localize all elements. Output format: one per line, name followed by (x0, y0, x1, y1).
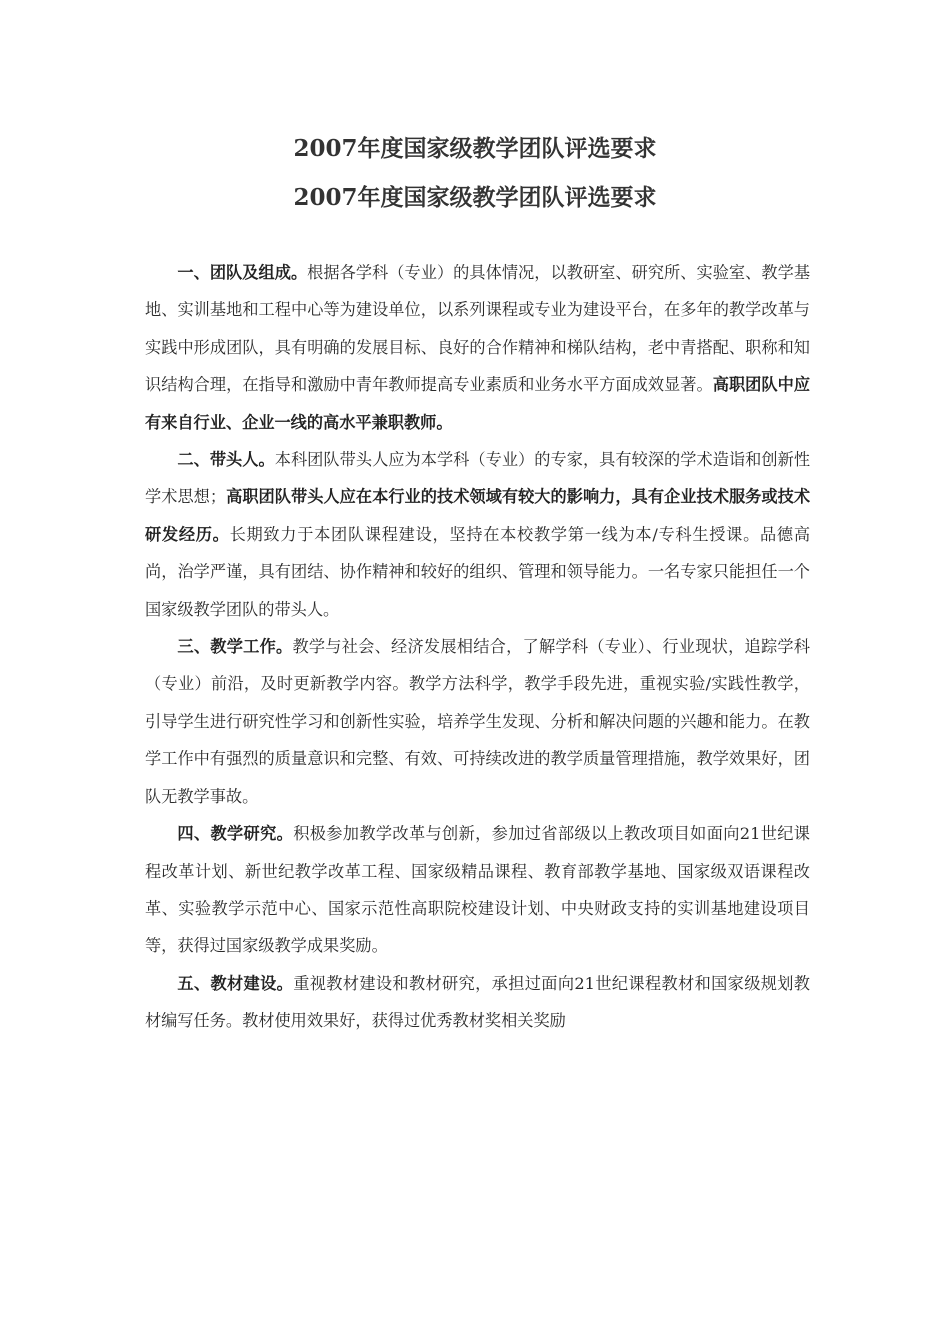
section-heading: 三、教学工作。 (177, 637, 293, 657)
section-team-leader (145, 441, 810, 628)
section-text: 重视教材建设和教材研究，承担过面向21世纪课程教材和国家级规划教材编写任务。教材使用效果好，获得过优秀教材奖相关奖励 (145, 973, 810, 1031)
document-body (145, 254, 810, 1040)
section-teaching-research (145, 815, 810, 965)
section-textbook-construction (145, 965, 810, 1040)
section-emphasis: 高职团队带头人应在本行业的技术领域有较大的影响力，具有企业技术服务或技术研发经历。 (145, 487, 811, 544)
section-text-continued: 长期致力于本团队课程建设，坚持在本校教学第一线为本/专科生授课。品德高尚，治学严谨，具有团结、协作精神和较好的组织、管理和领导能力。一名专家只能担任一个国家级教学团队的带头人。 (145, 524, 811, 619)
section-heading: 二、带头人。 (177, 450, 275, 470)
section-heading: 五、教材建设。 (177, 973, 294, 993)
section-heading: 一、团队及组成。 (177, 263, 308, 282)
document-title: 2007年度国家级教学团队评选要求 (293, 135, 657, 162)
section-text: 教学与社会、经济发展相结合，了解学科（专业）、行业现状，追踪学科（专业）前沿，及时更新教学内容。教学方法科学，教学手段先进，重视实验/实践性教学，引导学生进行研究性学习和创新性实验，培养学生发现、分析和解决问题的兴趣和能力。在教学工作中有强烈的质量意识和完整、有效、可持续改进的教学质量管理措施，教学效果好，团队无教学事故。 (145, 637, 810, 806)
section-team-composition (145, 254, 810, 441)
section-text: 本科团队带头人应为本学科（专业）的专家，具有较深的学术造诣和创新性学术思想； (145, 450, 811, 507)
section-emphasis: 高职团队中应有来自行业、企业一线的高水平兼职教师。 (145, 375, 811, 432)
section-text: 积极参加教学改革与创新，参加过省部级以上教改项目如面向21世纪课程改革计划、新世纪教学改革工程、国家级精品课程、教育部教学基地、国家级双语课程改革、实验教学示范中心、国家示范性高职院校建设计划、中央财政支持的实训基地建设项目等，获得过国家级教学成果奖励。 (145, 824, 810, 956)
section-heading: 四、教学研究。 (177, 824, 294, 844)
document-title-repeat: 2007年度国家级教学团队评选要求 (293, 184, 657, 211)
section-teaching-work (145, 628, 810, 815)
section-text: 根据各学科（专业）的具体情况，以教研室、研究所、实验室、教学基地、实训基地和工程中心等为建设单位，以系列课程或专业为建设平台，在多年的教学改革与实践中形成团队，具有明确的发展目标、良好的合作精神和梯队结构，老中青搭配、职称和知识结构合理，在指导和激励中青年教师提高专业素质和业务水平方面成效显著。 (145, 263, 811, 395)
